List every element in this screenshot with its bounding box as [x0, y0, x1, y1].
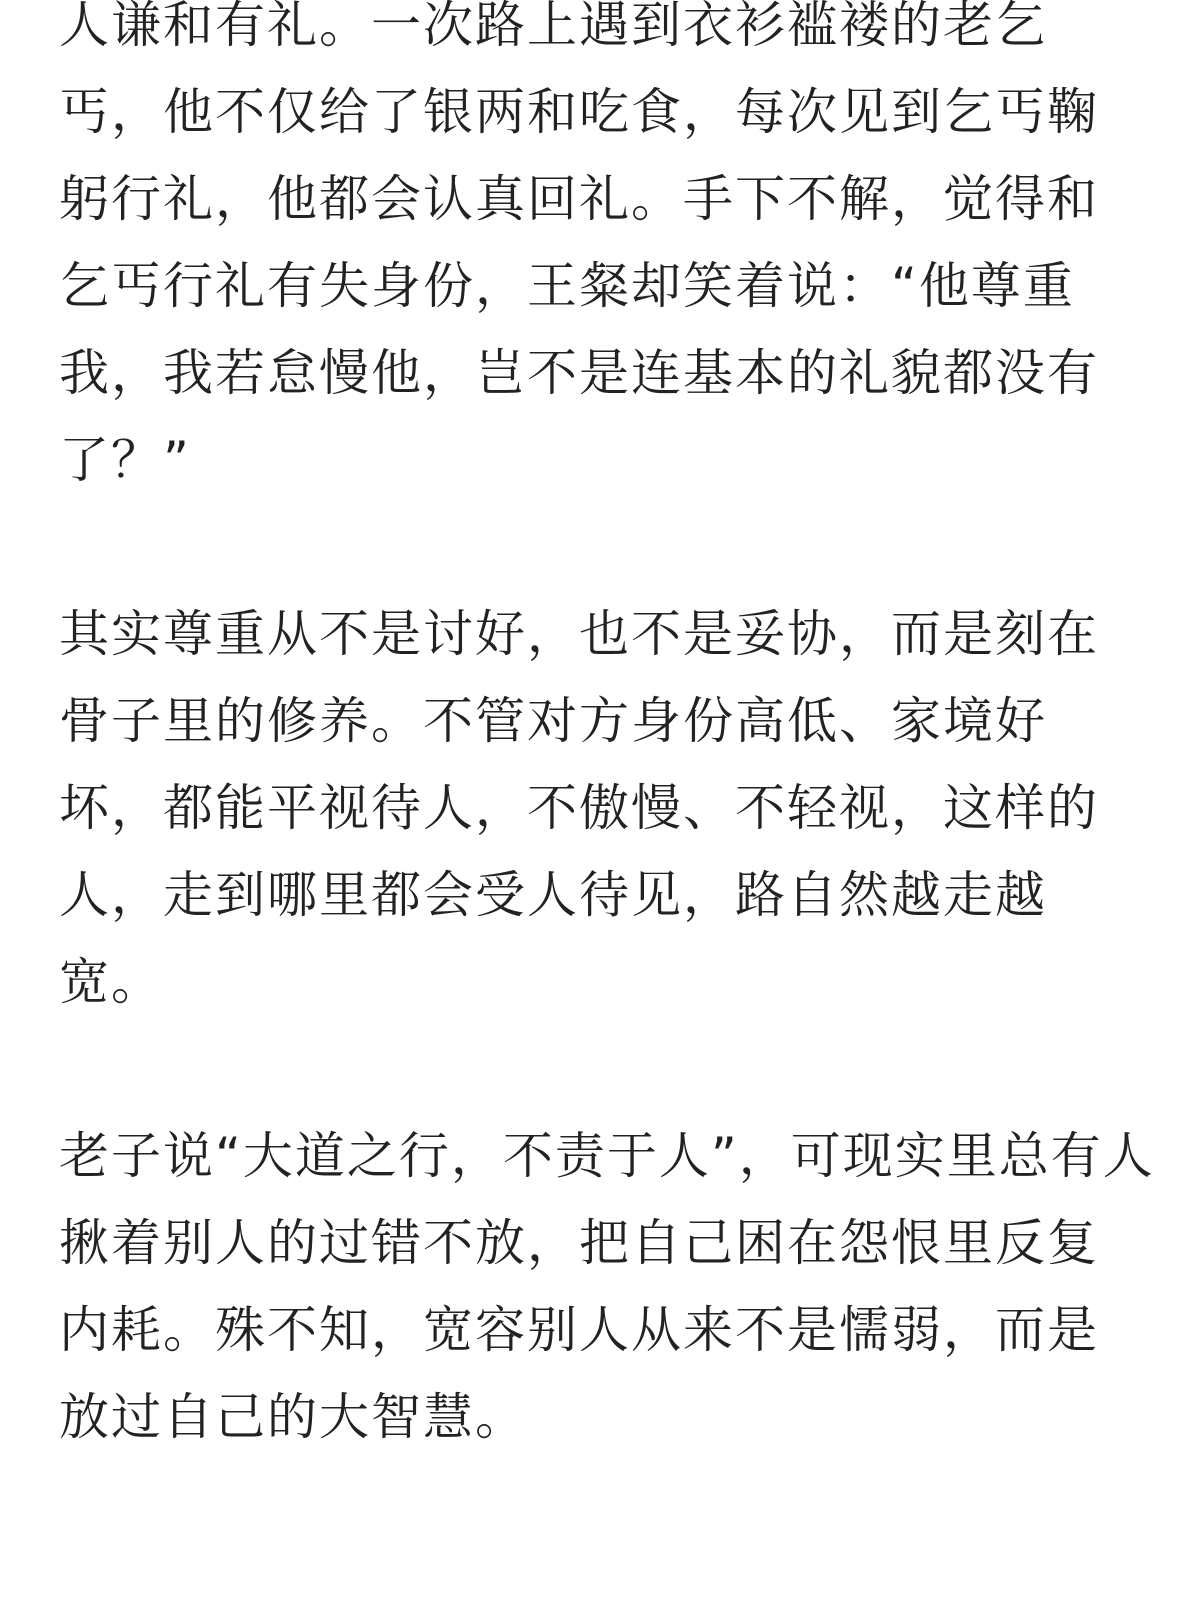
text-line: 乞丐行礼有失身份，王粲却笑着说：“他尊重 — [59, 257, 1075, 315]
paragraph-3 — [59, 1113, 1155, 1461]
text-line: 人，走到哪里都会受人待见，路自然越走越 — [59, 866, 1047, 924]
text-line: 揪着别人的过错不放，把自己困在怨恨里反复 — [59, 1214, 1099, 1272]
article-body — [59, 0, 1155, 1461]
text-line: 老子说“大道之行，不责于人”，可现实里总有人 — [59, 1127, 1155, 1185]
text-line: 内耗。殊不知，宽容别人从来不是懦弱，而是 — [59, 1301, 1099, 1359]
paragraph-2 — [59, 591, 1129, 1026]
text-line: 了？” — [59, 431, 191, 489]
text-line: 骨子里的修养。不管对方身份高低、家境好 — [59, 692, 1047, 750]
text-line: 宽。 — [59, 953, 163, 1011]
text-line: 躬行礼，他都会认真回礼。手下不解，觉得和 — [59, 170, 1099, 228]
text-line: 我，我若怠慢他，岂不是连基本的礼貌都没有 — [59, 344, 1099, 402]
text-line: 放过自己的大智慧。 — [59, 1388, 527, 1446]
text-line: 丐，他不仅给了银两和吃食，每次见到乞丐鞠 — [59, 83, 1099, 141]
text-line: 其实尊重从不是讨好，也不是妥协，而是刻在 — [59, 605, 1099, 663]
paragraph-1 — [59, 0, 1129, 504]
text-line: 人谦和有礼。一次路上遇到衣衫褴褛的老乞 — [59, 0, 1047, 54]
text-line: 坏，都能平视待人，不傲慢、不轻视，这样的 — [59, 779, 1099, 837]
